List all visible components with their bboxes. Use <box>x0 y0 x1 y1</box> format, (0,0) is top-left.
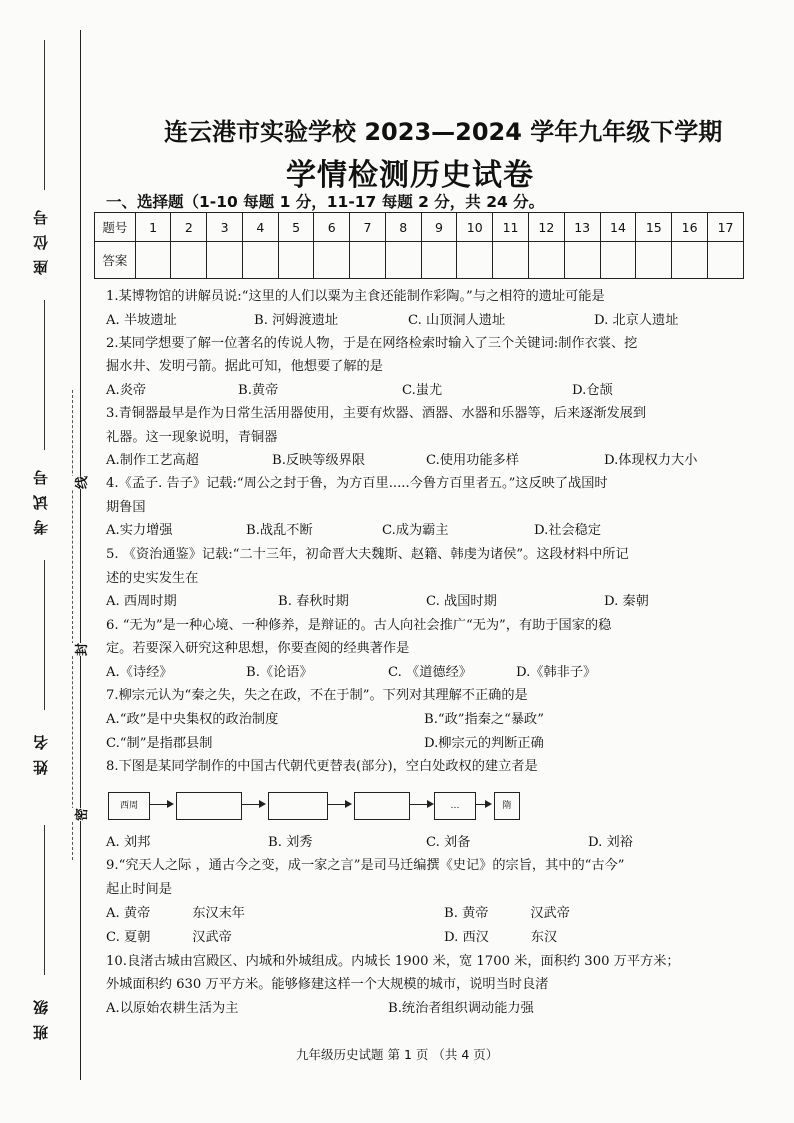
question-2-stem-line-2: 掘水井、发明弓箭。据此可知，他想要了解的是 <box>106 359 383 374</box>
question-10-stem-line-2: 外城面积约 630 万平方米。能够修建这样一个大规模的城市，说明当时良渚 <box>106 977 549 992</box>
question-3-option-b: B.反映等级界限 <box>272 453 366 468</box>
row-label-number: 题号 <box>95 213 136 242</box>
question-5-option-d: D. 秦朝 <box>604 594 649 609</box>
question-4-stem-line-2: 期鲁国 <box>106 500 146 515</box>
question-8-stem: 8.下图是某同学制作的中国古代朝代更替表(部分)，空白处政权的建立者是 <box>106 759 538 774</box>
dynasty-diagram-tail <box>388 790 528 826</box>
question-number-cell: 12 <box>528 213 564 242</box>
question-10-option-a: A.以原始农耕生活为主 <box>106 1001 239 1016</box>
question-number-cell: 7 <box>350 213 386 242</box>
question-5-stem-line-2: 述的史实发生在 <box>106 571 199 586</box>
answer-cell[interactable] <box>350 242 386 279</box>
question-9-stem-line-2: 起止时间是 <box>106 882 172 897</box>
question-10-option-b: B.统治者组织调动能力强 <box>388 1001 534 1016</box>
answer-cell[interactable] <box>528 242 564 279</box>
question-5-option-c: C. 战国时期 <box>426 594 497 609</box>
dynasty-arrow <box>476 804 490 805</box>
question-9-stem-line-1: 9.“究天人之际 ，通古今之变，成一家之言”是司马迁编撰《史记》的宗旨，其中的“古今” <box>106 858 625 873</box>
answer-cell[interactable] <box>564 242 600 279</box>
answer-cell[interactable] <box>135 242 171 279</box>
class-fill-line <box>44 825 45 975</box>
answer-cell[interactable] <box>242 242 278 279</box>
answer-cell[interactable] <box>600 242 636 279</box>
question-7-option-b: B.“政”指秦之“暴政” <box>424 712 544 727</box>
question-2-stem-line-1: 2.某同学想要了解一位著名的传说人物，于是在网络检索时输入了三个关键词:制作衣裳、挖 <box>106 336 638 351</box>
question-3-option-a: A.制作工艺高超 <box>106 453 199 468</box>
question-number-cell: 3 <box>207 213 243 242</box>
dynasty-arrow <box>150 804 172 805</box>
question-number-cell: 14 <box>600 213 636 242</box>
exam-subtitle: 学情检测历史试卷 <box>286 158 534 193</box>
question-5-option-b: B. 春秋时期 <box>278 594 349 609</box>
question-6-stem-line-1: 6. “无为”是一种心境、一种修养，是辩证的。古人向社会推广“无为”，有助于国家的稳 <box>106 618 612 633</box>
question-number-cell: 16 <box>672 213 708 242</box>
question-3-stem-line-1: 3.青铜器最早是作为日常生活用器使用，主要有炊器、酒器、水器和乐器等，后来逐渐发展到 <box>106 406 647 421</box>
question-2-option-a: A.炎帝 <box>106 383 147 398</box>
question-number-cell: 2 <box>171 213 207 242</box>
question-6-option-b: B.《论语》 <box>246 665 313 680</box>
question-2-option-d: D.仓颉 <box>572 383 613 398</box>
question-6-stem-line-2: 定。若要深入研究这种思想，你要查阅的经典著作是 <box>106 641 410 656</box>
question-4-option-d: D.社会稳定 <box>534 523 602 538</box>
dynasty-box-sui: 隋 <box>494 792 520 820</box>
question-2-option-c: C.蚩尤 <box>402 383 443 398</box>
question-4-option-c: C.成为霸主 <box>382 523 449 538</box>
question-8-option-c: C. 刘备 <box>426 835 471 850</box>
question-3-option-c: C.使用功能多样 <box>426 453 519 468</box>
dynasty-arrow <box>242 804 264 805</box>
question-7-stem: 7.柳宗元认为“秦之失，失之在政，不在于制”。下列对其理解不正确的是 <box>106 688 528 703</box>
margin-separator <box>80 30 81 1080</box>
answer-cell[interactable] <box>421 242 457 279</box>
question-number-cell: 11 <box>493 213 529 242</box>
question-number-cell: 13 <box>564 213 600 242</box>
seal-char-feng: 封 <box>71 643 90 656</box>
class-label: 班级 <box>32 990 50 1040</box>
answer-cell[interactable] <box>314 242 350 279</box>
question-7-option-c: C.“制”是指郡县制 <box>106 736 213 751</box>
question-2-option-b: B.黄帝 <box>238 383 279 398</box>
question-6-option-c: C. 《道德经》 <box>388 665 472 680</box>
dynasty-arrow <box>328 804 350 805</box>
question-8-option-d: D. 刘裕 <box>588 835 633 850</box>
question-1-stem: 1.某博物馆的讲解员说:“这里的人们以粟为主食还能制作彩陶。”与之相符的遗址可能是 <box>106 289 605 304</box>
answer-cell[interactable] <box>457 242 493 279</box>
question-number-cell: 10 <box>457 213 493 242</box>
seat-fill-line <box>44 40 45 190</box>
question-number-cell: 5 <box>278 213 314 242</box>
seat-label: 座位号 <box>32 200 50 275</box>
question-9-option-c: C. 夏朝 汉武帝 <box>106 930 232 945</box>
name-fill-line <box>44 560 45 710</box>
question-9-option-a: A. 黄帝 东汉末年 <box>106 906 245 921</box>
question-8-option-b: B. 刘秀 <box>268 835 313 850</box>
answer-cell[interactable] <box>171 242 207 279</box>
dynasty-box-xizhou: 西周 <box>108 792 150 820</box>
question-7-option-a: A.“政”是中央集权的政治制度 <box>106 712 279 727</box>
answer-cell[interactable] <box>385 242 421 279</box>
answer-table <box>94 212 744 279</box>
question-3-option-d: D.体现权力大小 <box>604 453 698 468</box>
question-9-option-d: D. 西汉 东汉 <box>444 930 558 945</box>
question-5-option-a: A. 西周时期 <box>106 594 177 609</box>
question-1-option-b: B. 河姆渡遗址 <box>254 313 339 328</box>
answer-cell[interactable] <box>636 242 672 279</box>
answer-table-answer-row <box>95 242 744 279</box>
exam-title: 连云港市实验学校 2023—2024 学年九年级下学期 <box>164 118 723 146</box>
answer-cell[interactable] <box>278 242 314 279</box>
question-number-cell: 1 <box>135 213 171 242</box>
question-9-option-b: B. 黄帝 汉武帝 <box>444 906 570 921</box>
dynasty-box-2 <box>176 792 242 820</box>
seal-char-mi: 密 <box>71 808 90 821</box>
question-3-stem-line-2: 礼器。这一现象说明，青铜器 <box>106 430 278 445</box>
question-6-option-d: D.《韩非子》 <box>516 665 597 680</box>
question-number-cell: 4 <box>242 213 278 242</box>
question-4-option-a: A.实力增强 <box>106 523 173 538</box>
question-10-stem-line-1: 10.良渚古城由宫殿区、内城和外城组成。内城长 1900 米，宽 1700 米，面积约 300 万平方米； <box>106 954 680 969</box>
question-4-stem-line-1: 4.《孟子. 告子》记载:“周公之封于鲁，为方百里.....今鲁方百里者五。”这反映了战国时 <box>106 476 608 491</box>
question-number-cell: 9 <box>421 213 457 242</box>
question-4-option-b: B.战乱不断 <box>246 523 313 538</box>
binding-margin <box>0 0 92 1123</box>
question-8-option-a: A. 刘邦 <box>106 835 151 850</box>
exam-no-label: 考试号 <box>32 460 50 535</box>
answer-cell[interactable] <box>708 242 744 279</box>
answer-cell[interactable] <box>207 242 243 279</box>
question-1-option-a: A. 半坡遗址 <box>106 313 177 328</box>
section-heading: 一、选择题（1-10 每题 1 分，11-17 每题 2 分，共 24 分。 <box>106 193 545 211</box>
row-label-answer: 答案 <box>95 242 136 279</box>
dynasty-box-3 <box>268 792 328 820</box>
dynasty-box-ellipsis: … <box>434 792 476 820</box>
question-number-cell: 6 <box>314 213 350 242</box>
question-number-cell: 17 <box>708 213 744 242</box>
question-6-option-a: A.《诗经》 <box>106 665 173 680</box>
question-1-option-d: D. 北京人遗址 <box>594 313 679 328</box>
question-number-cell: 8 <box>385 213 421 242</box>
question-1-option-c: C. 山顶洞人遗址 <box>408 313 506 328</box>
seal-char-xian: 线 <box>71 476 90 489</box>
question-5-stem-line-1: 5. 《资治通鉴》记载:“二十三年，初命晋大夫魏斯、赵籍、韩虔为诸侯”。这段材料中所记 <box>106 547 629 562</box>
exam-no-fill-line <box>44 300 45 450</box>
seal-dashed-line <box>72 390 73 860</box>
name-label: 姓名 <box>32 725 50 775</box>
answer-table-number-row <box>95 213 744 242</box>
answer-cell[interactable] <box>672 242 708 279</box>
answer-cell[interactable] <box>493 242 529 279</box>
question-7-option-d: D.柳宗元的判断正确 <box>424 736 544 751</box>
page-footer: 九年级历史试题 第 1 页 （共 4 页） <box>296 1047 499 1062</box>
question-number-cell: 15 <box>636 213 672 242</box>
